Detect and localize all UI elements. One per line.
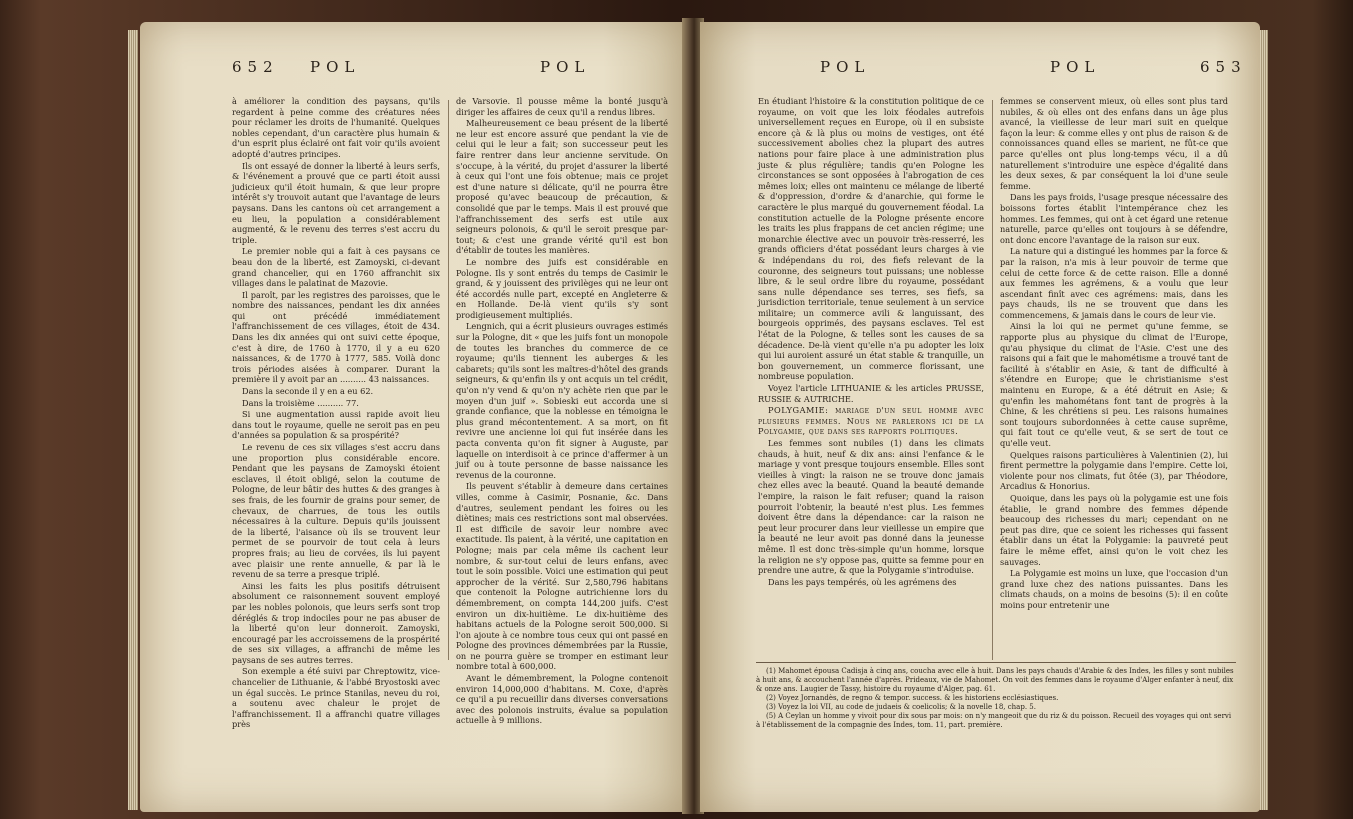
paragraph: Dans la seconde il y en a eu 62. <box>242 386 374 397</box>
paragraph: En étudiant l'histoire & la constitution politique de ce royaume, on voit que les loix féodales autrefois universellement reçues en Europe, où il en subsiste encore çà & là plus ou moins de vestiges, ont été successivement abolies chez la plupart des autres nations pour faire place à une administration plus juste & plus régulière; tandis qu'en Pologne les circonstances se sont opposées à l'abrogation de ces mêmes loix; elles ont maintenu ce mélange de liberté & d'oppression, d'ordre & d'anarchie, qui forme le caractère le plus marqué du gouvernement féodal. La constitution actuelle de la Pologne présente encore les traits les plus frappans de cet ancien régime; une monarchie élective avec un pouvoir très-resserré, les grands officiers d'état possédant leurs charges à vie & indépendans du roi, des fiefs relevant de la couronne, des seigneurs tout puissans; une noblesse libre, & le seul ordre libre du royaume, possédant sans nulle dépendance ses terres, ses fiefs, sa jurisdiction territoriale, tenue seulement à un service militaire; un commerce avili & languissant, des bourgeois opprimés, des paysans esclaves. Tel est l'état de la Pologne, & telles sont les causes de sa décadence. De-là vient qu'elle n'a pu adopter les loix qui lui auroient assuré un état stable & tranquille, un bon gouvernement, un commerce florissant, une nombreuse population. <box>758 96 984 382</box>
entry-heading-polygamie: POLYGAMIE: mariage d'un seul homme avec plusieurs femmes. Nous ne parlerons ici de la Polygamie, que dans ses rapports politiques. <box>758 405 984 437</box>
right-page-column-2 <box>1000 96 1228 612</box>
paragraph: à améliorer la condition des paysans, qu'ils regardent à peine comme des créatures nées pour réclamer les droits de l'humanité. Quelques nobles cependant, d'un caractère plus humain & d'un esprit plus éclairé ont fait voir qu'ils avoient adopté d'autres principes. <box>232 96 440 159</box>
running-head-right: POL <box>540 58 591 76</box>
running-head-right: POL <box>1050 58 1101 76</box>
footnote: (1) Mahomet épousa Cadisja à cinq ans, coucha avec elle à huit. Dans les pays chauds d'Arabie & des Indes, les filles y sont nubiles à huit ans, & accouchent l'année d'après. Prideaux, vie de Mahomet. On voit des femmes dans le royaume d'Alger enfanter à neuf, dix & onze ans. Laugier de Tassy, histoire du royaume d'Alger, pag. 61. <box>756 667 1234 693</box>
right-page <box>700 22 1260 812</box>
paragraph: Ainsi la loi qui ne permet qu'une femme, se rapporte plus au physique du climat de l'Europe, qu'au physique du climat de l'Asie. C'est une des raisons qui a fait que le mahométisme a trouvé tant de facilité à s'établir en Asie, & tant de difficulté à s'étendre en Europe; que le christianisme s'est maintenu en Europe, & a été détruit en Asie; & qu'enfin les mahométans font tant de progrès à la Chine, & les chrétiens si peu. Les raisons humaines sont toujours subordonnées à cette cause suprême, qui fait tout ce qu'elle veut, & se sert de tout ce qu'elle veut. <box>1000 321 1228 448</box>
running-head-left: POL <box>310 58 361 76</box>
paragraph: Voyez l'article LITHUANIE & les articles PRUSSE, RUSSIE & AUTRICHE. <box>758 383 984 404</box>
paragraph: Ainsi les faits les plus positifs détruisent absolument ce raisonnement souvent employé par les nobles polonois, que leurs serfs sont trop déréglés & trop indociles pour ne pas abuser de la liberté qu'on leur donneroit. Zamoyski, encouragé par les accroissemens de la prospérité de ses six villages, a affranchi de même les paysans de ses autres terres. <box>232 580 440 665</box>
paragraph: Ils ont essayé de donner la liberté à leurs serfs, & l'événement a prouvé que ce parti étoit aussi judicieux qu'il étoit humain, & que leur propre intérêt s'y trouvoit autant que l'avantage de leurs paysans. Dans les cantons où cet arrangement a eu lieu, la population a considérablement augmenté, & le revenu des terres s'est accru du triple. <box>232 160 440 245</box>
paragraph: de Varsovie. Il pousse même la bonté jusqu'à diriger les affaires de ceux qu'il a rendus libres. <box>456 96 668 117</box>
running-head-left: POL <box>820 58 871 76</box>
paragraph: Si une augmentation aussi rapide avoit lieu dans tout le royaume, quelle ne seroit pas en peu d'années sa population & sa prospérité? <box>232 409 440 441</box>
paragraph: femmes se conservent mieux, où elles sont plus tard nubiles, & où elles ont des enfans dans un âge plus avancé, la vieillesse de leur mari suit en quelque façon la leur: & comme elles y ont plus de raison & de connoissances quand elles se marient, ne fût-ce que parce qu'elles ont plus long-temps vécu, il a dû naturellement s'introduire une espèce d'égalité dans les deux sexes, & par conséquent la loi d'une seule femme. <box>1000 96 1228 191</box>
paragraph: Son exemple a été suivi par Chreptowitz, vice-chancelier de Lithuanie, & l'abbé Bryostoski avec un égal succès. Le prince Stanilas, neveu du roi, a soutenu avec chaleur le projet de l'affranchissement. Il a affranchi quatre villages près <box>232 666 440 730</box>
left-page-edges <box>128 30 138 810</box>
left-page-column-2 <box>456 96 668 727</box>
paragraph: Dans la troisième .......... 77. <box>242 397 359 408</box>
column-divider <box>992 100 993 660</box>
paragraph: Avant le démembrement, la Pologne contenoit environ 14,000,000 d'habitans. M. Coxe, d'après ce qu'il a pu recueillir dans diverses conversations avec des polonois instruits, évalue sa population actuelle à 9 millions. <box>456 673 668 726</box>
left-page <box>140 22 685 812</box>
right-page-header <box>700 58 1260 80</box>
left-page-column-1 <box>232 96 440 731</box>
page-number: 652 <box>232 58 279 76</box>
paragraph: Quoique, dans les pays où la polygamie est une fois établie, le grand nombre des femmes dépende beaucoup des richesses du mari; cependant on ne peut pas dire, que ce soient les richesses qui fassent établir dans un état la Polygamie: la pauvreté peut faire le même effet, ainsi qu'on le voit chez les sauvages. <box>1000 492 1228 567</box>
right-page-column-1 <box>758 96 984 588</box>
paragraph: Le premier noble qui a fait à ces paysans ce beau don de la liberté, est Zamoyski, ci-devant grand chancelier, qui en 1760 affranchit six villages dans le palatinat de Mazovie. <box>232 246 440 289</box>
paragraph: Le revenu de ces six villages s'est accru dans une proportion plus considérable encore. Pendant que les paysans de Zamoyski étoient esclaves, il étoit obligé, selon la coutume de Pologne, de leur bâtir des huttes & des granges à ses frais, de les fournir de grains pour semer, de chevaux, de charrues, de tous les outils nécessaires à la culture. Depuis qu'ils jouissent de la liberté, l'aisance où ils se trouvent leur permet de se pourvoir de tout cela à leurs propres frais; au lieu de corvées, ils lui payent avec plaisir une rente annuelle, & par là le revenu de sa terre a presque triplé. <box>232 442 440 580</box>
paragraph: Malheureusement ce beau présent de la liberté ne leur est encore assuré que pendant la vie de celui qui le leur a fait; son successeur peut les faire rentrer dans leur ancienne servitude. On s'occupe, à la vérité, du projet d'assurer la liberté à ceux qui l'ont une fois obtenue; mais ce projet est d'une nature si délicate, qu'il ne pourra être proposé qu'avec beaucoup de précaution, & consolidé que par le temps. Mais il est prouvé que l'affranchissement des serfs est utile aux seigneurs polonois, & qu'il le seroit presque par-tout; & c'est une grande vérité qu'il est bon d'établir de toutes les manières. <box>456 118 668 256</box>
paragraph: Il paroît, par les registres des paroisses, que le nombre des naissances, pendant les dix années qui ont précédé immédiatement l'affranchissement de ces villages, étoit de 434. Dans les dix années qui ont suivi cette époque, c'est à dire, de 1760 à 1770, il y a eu 620 naissances, & de 1770 à 1777, 585. Voilà donc trois périodes aisées à comparer. Durant la première il y avoit par an .......... 43 naissances. <box>232 289 440 385</box>
paragraph: Quelques raisons particulières à Valentinien (2), lui firent permettre la polygamie dans l'empire. Cette loi, violente pour nos climats, fut ôtée (3), par Théodore, Arcadius & Honorius. <box>1000 449 1228 492</box>
footnotes <box>756 662 1236 730</box>
footnote: (2) Voyez Jornandès, de regno & tempor. success. & les historiens ecclésiastiques. <box>766 694 1059 702</box>
paragraph: Ils peuvent s'établir à demeure dans certaines villes, comme à Casimir, Posnanie, &c. Dans d'autres, seulement pendant les foires ou les diètines; mais ces restrictions sont mal observées. Il est difficile de savoir leur nombre avec exactitude. Ils paient, à la vérité, une capitation en Pologne; mais par cela même ils cachent leur nombre, & sur-tout celui de leurs enfans, avec tout le soin possible. Voici une estimation qui peut approcher de la vérité. Sur 2,580,796 habitans que contenoit la Pologne autrichienne lors du démembrement, on compta 144,200 juifs. C'est environ un dix-huitième. Le dix-huitième des habitans actuels de la Pologne seroit 500,000. Si l'on ajoute à ce nombre tous ceux qui ont passé en Pologne des provinces démembrées par la Russie, on ne pourra guère se tromper en estimant leur nombre total à 600,000. <box>456 481 668 672</box>
page-number: 653 <box>1200 58 1247 76</box>
column-divider <box>448 100 449 660</box>
paragraph: Le nombre des juifs est considérable en Pologne. Ils y sont entrés du temps de Casimir le grand, & y jouissent des privilèges qui ne leur ont été accordés nulle part, excepté en Angleterre & en Hollande. De-là vient qu'ils s'y sont prodigieusement multipliés. <box>456 256 668 320</box>
paragraph: Dans les pays froids, l'usage presque nécessaire des boissons fortes établit l'intempérance chez les hommes. Les femmes, qui ont à cet égard une retenue naturelle, parce qu'elles ont toujours à se défendre, ont donc encore l'avantage de la raison sur eux. <box>1000 192 1228 245</box>
paragraph: Lengnich, qui a écrit plusieurs ouvrages estimés sur la Pologne, dit « que les juifs font un monopole de toutes les branches du commerce de ce royaume; qu'ils tiennent les auberges & les cabarets; qu'ils sont les maîtres-d'hôtel des grands seigneurs, & qu'enfin ils y ont acquis un tel crédit, qu'on n'y vend & qu'on n'y achète rien que par le moyen d'un juif ». Sobieski eut accorda une si grande confiance, que la noblesse en témoigna le plus grand mécontentement. A sa mort, on fit revivre une ancienne loi qui fut insérée dans les pacta conventa qu'on fit signer à Auguste, par laquelle on interdisoit à ce prince d'affermer à un juif ou à toute personne de basse naissance les revenus de la couronne. <box>456 321 668 480</box>
footnote: (3) Voyez la loi VII, au code de judaeis & coelicolis; & la novelle 18, chap. 5. <box>766 703 1036 711</box>
paragraph: Les femmes sont nubiles (1) dans les climats chauds, à huit, neuf & dix ans: ainsi l'enfance & le mariage y vont presque toujours ensemble. Elles sont vieilles à vingt: la raison ne se trouve donc jamais chez elles avec la beauté. Quand la beauté demande l'empire, la raison le fait refuser; quand la raison pourroit l'obtenir, la beauté n'est plus. Les femmes doivent être dans la dépendance: car la raison ne peut leur procurer dans leur vieillesse un empire que la beauté ne leur avoit pas donné dans la jeunesse même. Il est donc très-simple qu'un homme, lorsque la religion ne s'y oppose pas, quitte sa femme pour en prendre une autre, & que la Polygamie s'introduise. <box>758 438 984 576</box>
paragraph: La nature qui a distingué les hommes par la force & par la raison, n'a mis à leur pouvoir de terme que celui de cette force & de cette raison. Elle a donné aux femmes les agrémens, & a voulu que leur ascendant finît avec ces agrémens: mais, dans les pays chauds, ils ne se trouvent que dans les commencemens, & jamais dans le cours de leur vie. <box>1000 246 1228 320</box>
left-page-header <box>140 58 685 80</box>
paragraph: Dans les pays tempérés, où les agrémens des <box>768 576 957 587</box>
footnote: (5) A Ceylan un homme y vivoit pour dix sous par mois: on n'y mangeoit que du riz & du poisson. Recueil des voyages qui ont servi à l'établissement de la compagnie des Indes, tom. 11, part. première. <box>756 712 1232 729</box>
paragraph: La Polygamie est moins un luxe, que l'occasion d'un grand luxe chez des nations puissantes. Dans les climats chauds, on a moins de besoins (5): il en coûte moins pour entretenir une <box>1000 568 1228 610</box>
